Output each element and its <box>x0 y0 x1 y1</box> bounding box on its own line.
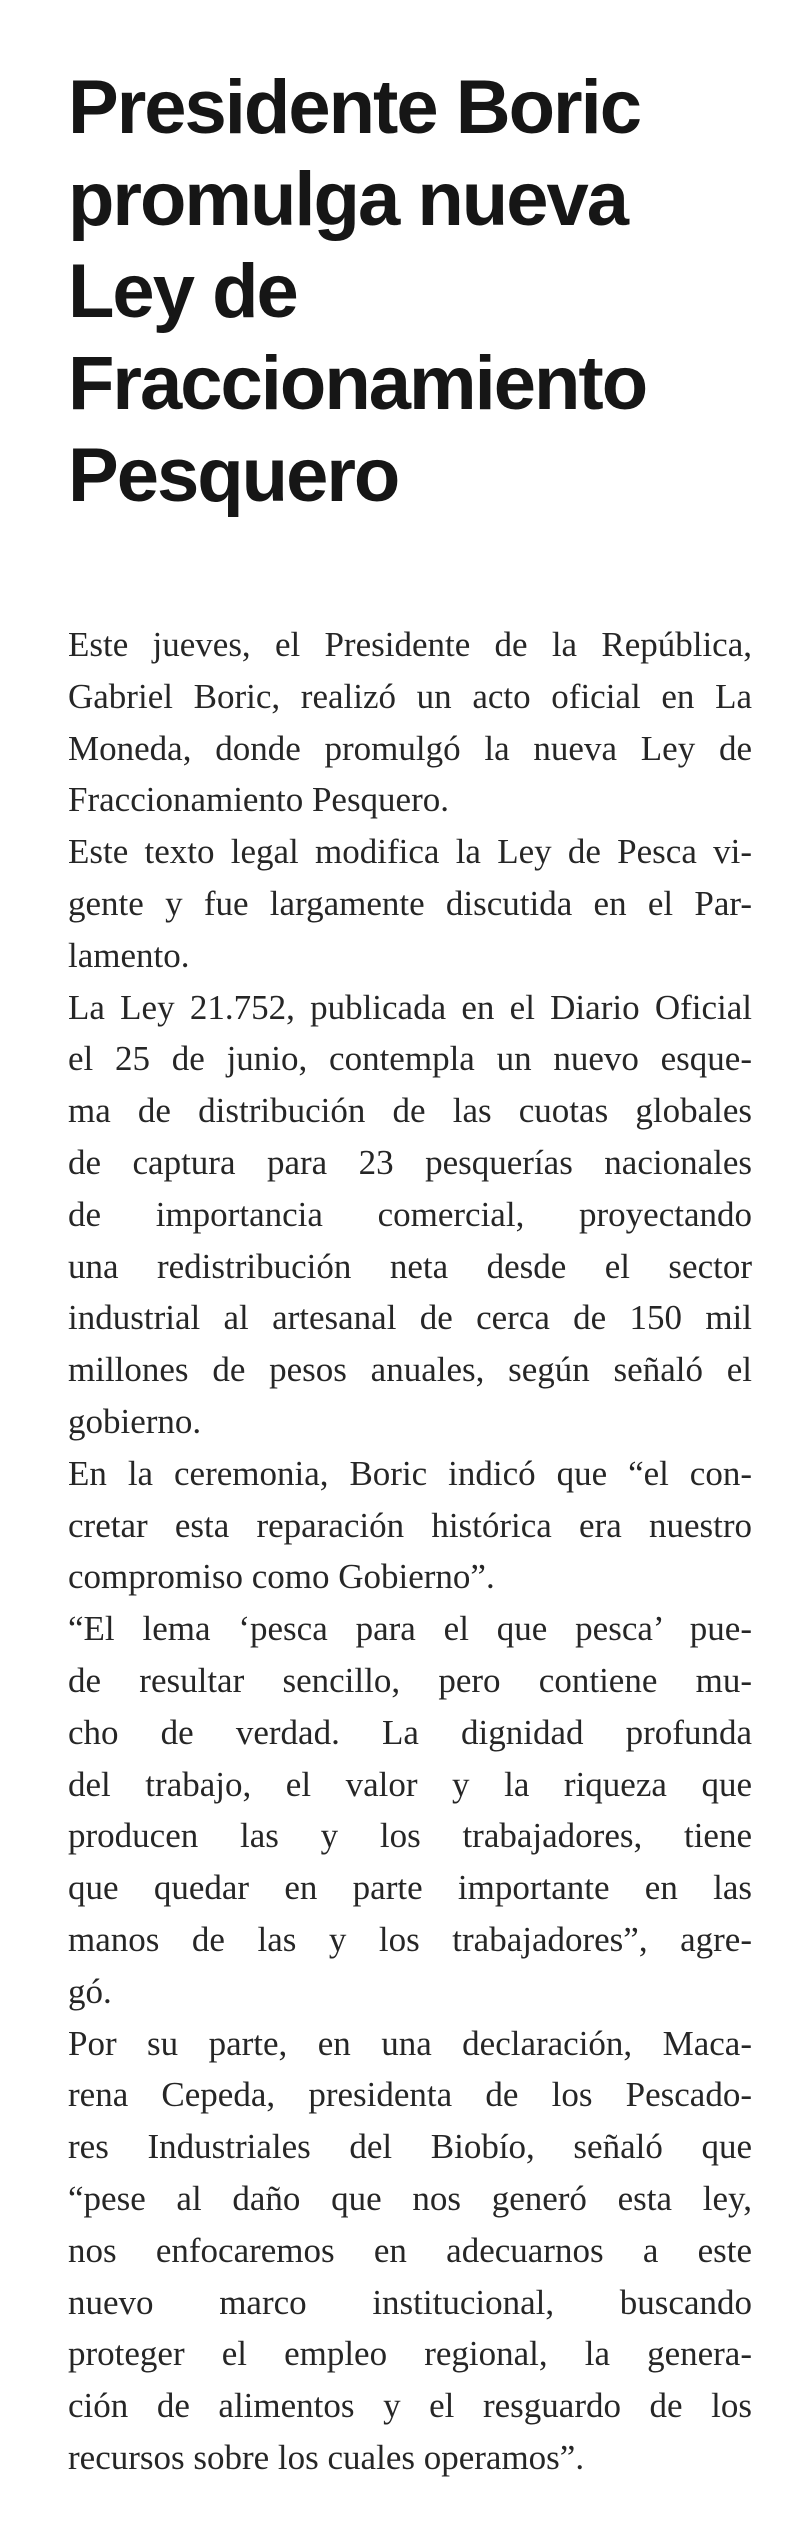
text-line: Este texto legal modifica la Ley de Pesca vi- <box>68 832 752 872</box>
text-line: una redistribución neta desde el sector <box>68 1246 752 1286</box>
text-line: lamento. <box>68 935 190 975</box>
text-line: gente y fue largamente discutida en el Par- <box>68 883 752 923</box>
text-line: compromiso como Gobierno”. <box>68 1557 495 1597</box>
text-line: de importancia comercial, proyectando <box>68 1194 752 1234</box>
text-line: millones de pesos anuales, según señaló el <box>68 1350 752 1390</box>
text-line: Moneda, donde promulgó la nueva Ley de <box>68 728 752 768</box>
headline <box>68 62 752 522</box>
text-line: cho de verdad. La dignidad profunda <box>68 1712 752 1752</box>
headline-line: Presidente Boric <box>68 65 640 150</box>
article <box>68 62 752 2484</box>
text-line: recursos sobre los cuales operamos”. <box>68 2437 585 2477</box>
headline-line: promulga nueva <box>68 157 627 242</box>
text-line: gobierno. <box>68 1401 202 1441</box>
paragraph-intro <box>68 619 752 826</box>
article-body <box>68 619 752 2484</box>
text-line: nuevo marco institucional, buscando <box>68 2282 752 2322</box>
paragraph-legal-text <box>68 826 752 981</box>
text-line: La Ley 21.752, publicada en el Diario Oficial <box>68 987 752 1027</box>
paragraph-law-details <box>68 982 752 1448</box>
text-line: “El lema ‘pesca para el que pesca’ pue- <box>68 1609 752 1649</box>
text-line: que quedar en parte importante en las <box>68 1868 752 1908</box>
text-line: gó. <box>68 1971 112 2011</box>
text-line: de captura para 23 pesquerías nacionales <box>68 1142 752 1182</box>
text-line: Fraccionamiento Pesquero. <box>68 780 450 820</box>
text-line: el 25 de junio, contempla un nuevo esque- <box>68 1039 752 1079</box>
text-line: Por su parte, en una declaración, Maca- <box>68 2023 752 2063</box>
text-line: En la ceremonia, Boric indicó que “el con- <box>68 1453 752 1493</box>
text-line: ma de distribución de las cuotas globales <box>68 1091 752 1131</box>
paragraph-ceremony <box>68 1448 752 1603</box>
text-line: cretar esta reparación histórica era nuestro <box>68 1505 752 1545</box>
paragraph-quote <box>68 1603 752 2017</box>
text-line: Este jueves, el Presidente de la República, <box>68 625 752 664</box>
text-line: Gabriel Boric, realizó un acto oficial en La <box>68 676 752 716</box>
headline-line: Ley de <box>68 249 297 334</box>
text-line: producen las y los trabajadores, tiene <box>68 1816 752 1856</box>
headline-line: Fraccionamiento <box>68 341 647 426</box>
text-line: del trabajo, el valor y la riqueza que <box>68 1764 752 1804</box>
text-line: proteger el empleo regional, la genera- <box>68 2334 752 2374</box>
text-line: res Industriales del Biobío, señaló que <box>68 2127 752 2167</box>
headline-line: Pesquero <box>68 433 399 518</box>
text-line: “pese al daño que nos generó esta ley, <box>68 2178 752 2218</box>
text-line: de resultar sencillo, pero contiene mu- <box>68 1660 752 1700</box>
text-line: rena Cepeda, presidenta de los Pescado- <box>68 2075 752 2115</box>
paragraph-declaration <box>68 2018 752 2484</box>
text-line: manos de las y los trabajadores”, agre- <box>68 1919 752 1959</box>
text-line: industrial al artesanal de cerca de 150 mil <box>68 1298 752 1338</box>
text-line: nos enfocaremos en adecuarnos a este <box>68 2230 752 2270</box>
text-line: ción de alimentos y el resguardo de los <box>68 2386 752 2426</box>
